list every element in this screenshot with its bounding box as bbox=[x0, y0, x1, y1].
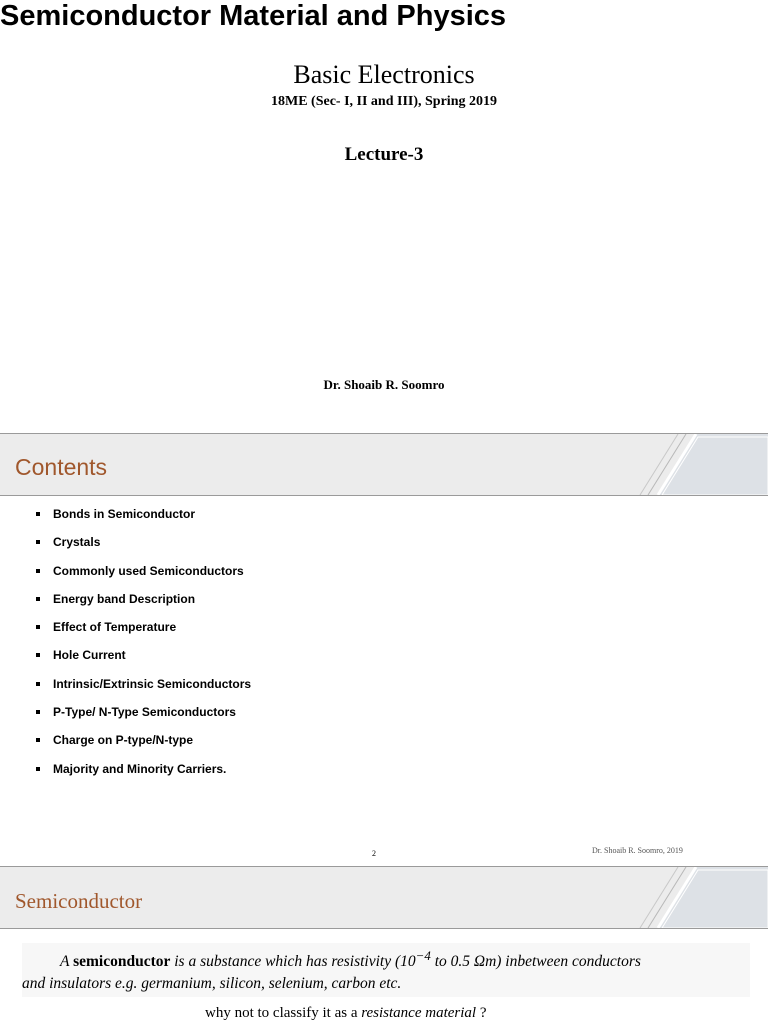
list-item: Majority and Minority Carriers. bbox=[36, 761, 251, 789]
title-slide bbox=[0, 0, 768, 432]
bullet-icon bbox=[36, 738, 40, 742]
list-item: Crystals bbox=[36, 534, 251, 562]
list-item: Charge on P-type/N-type bbox=[36, 732, 251, 760]
course-title: Basic Electronics bbox=[293, 60, 475, 89]
header-decoration bbox=[618, 867, 768, 928]
slide-header-band bbox=[0, 434, 768, 496]
question-text: why not to classify it as a resistance material ? bbox=[205, 1005, 487, 1021]
bullet-icon bbox=[36, 597, 40, 601]
list-item: Hole Current bbox=[36, 647, 251, 675]
header-decoration bbox=[618, 434, 768, 495]
main-title: Semiconductor Material and Physics bbox=[0, 0, 507, 32]
list-item: Intrinsic/Extrinsic Semiconductors bbox=[36, 676, 251, 704]
contents-slide bbox=[0, 433, 768, 867]
bullet-icon bbox=[36, 540, 40, 544]
slide-header-band bbox=[0, 867, 768, 929]
bullet-icon bbox=[36, 512, 40, 516]
bullet-icon bbox=[36, 653, 40, 657]
list-item: Energy band Description bbox=[36, 591, 251, 619]
list-item: Effect of Temperature bbox=[36, 619, 251, 647]
slide-title: Contents bbox=[15, 454, 108, 480]
bullet-icon bbox=[36, 767, 40, 771]
contents-list bbox=[36, 506, 251, 789]
slide-footer: Dr. Shoaib R. Soomro, 2019 bbox=[592, 846, 683, 855]
list-item: Bonds in Semiconductor bbox=[36, 506, 251, 534]
slide-title: Semiconductor bbox=[15, 889, 143, 913]
course-subtitle: 18ME (Sec- I, II and III), Spring 2019 bbox=[271, 94, 497, 109]
bullet-icon bbox=[36, 710, 40, 714]
lecture-number: Lecture-3 bbox=[344, 144, 424, 165]
bullet-icon bbox=[36, 625, 40, 629]
author-name: Dr. Shoaib R. Soomro bbox=[323, 377, 445, 392]
definition-line-2: and insulators e.g. germanium, silicon, selenium, carbon etc. bbox=[22, 975, 402, 993]
list-item: P-Type/ N-Type Semiconductors bbox=[36, 704, 251, 732]
list-item: Commonly used Semiconductors bbox=[36, 563, 251, 591]
semiconductor-slide bbox=[0, 866, 768, 1025]
definition-line-1: A semiconductor is a substance which has resistivity ($10^{-4}$ to 0.5 Ωm) inbetween conductors bbox=[60, 948, 641, 971]
bullet-icon bbox=[36, 569, 40, 573]
definition-term: semiconductor bbox=[73, 953, 171, 971]
bullet-icon bbox=[36, 682, 40, 686]
page-number: 2 bbox=[372, 849, 376, 858]
definition-box bbox=[22, 943, 750, 997]
